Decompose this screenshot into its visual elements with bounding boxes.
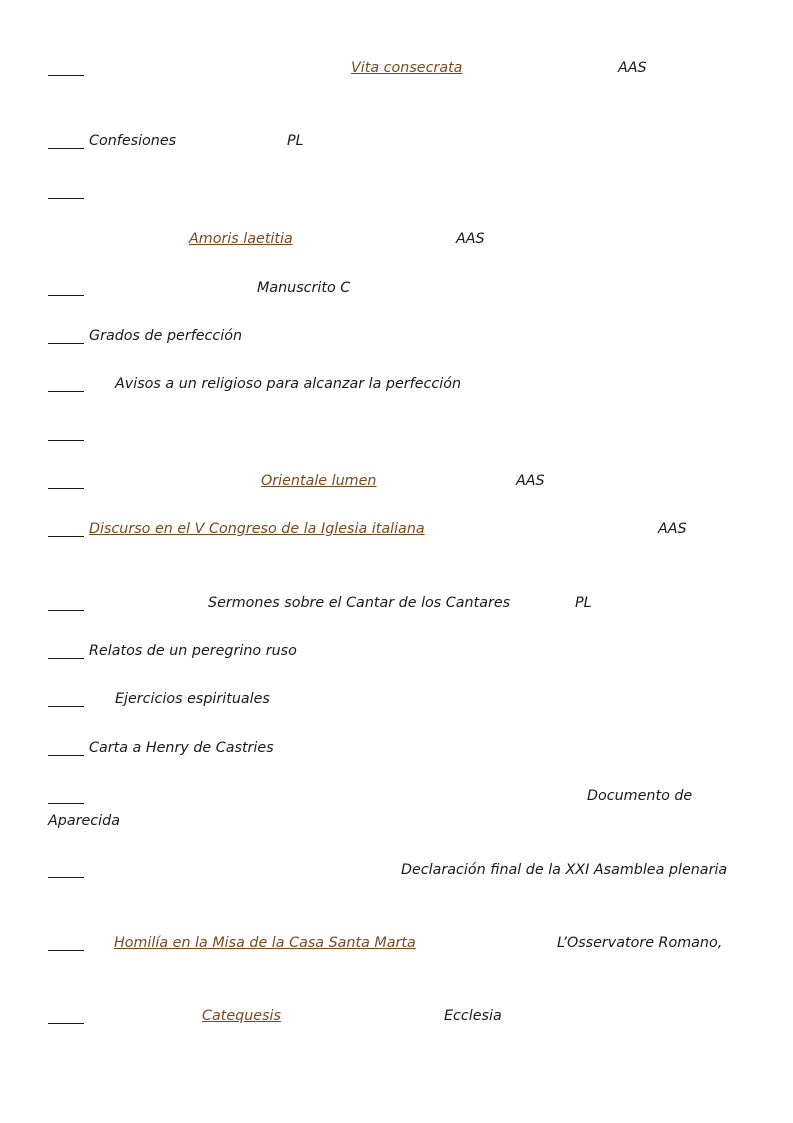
underline-blank	[48, 281, 84, 296]
entry-1	[0, 59, 793, 77]
title-link[interactable]: Vita consecrata	[351, 60, 463, 76]
entry-11	[0, 594, 793, 612]
source-abbrev: AAS	[456, 231, 485, 247]
underline-blank	[48, 789, 84, 804]
underline-blank	[48, 692, 84, 707]
entry-15-continuation	[0, 812, 793, 830]
title-text: Relatos de un peregrino ruso	[89, 643, 297, 659]
entry-7	[0, 375, 793, 393]
entry-16	[0, 861, 793, 879]
title-text: Avisos a un religioso para alcanzar la perfección	[115, 376, 462, 392]
title-text-line1: Documento de	[587, 788, 693, 804]
underline-blank	[48, 329, 84, 344]
entry-13	[0, 690, 793, 708]
entry-14	[0, 739, 793, 757]
underline-blank	[48, 184, 84, 199]
underline-blank	[48, 522, 84, 537]
source-abbrev: AAS	[658, 521, 687, 537]
underline-blank	[48, 741, 84, 756]
entry-8	[0, 424, 793, 442]
underline-blank	[48, 426, 84, 441]
underline-blank	[48, 61, 84, 76]
title-link[interactable]: Homilía en la Misa de la Casa Santa Marta	[114, 935, 416, 951]
underline-blank	[48, 596, 84, 611]
title-text: Confesiones	[89, 133, 177, 149]
entry-18	[0, 1007, 793, 1025]
title-link[interactable]: Orientale lumen	[261, 473, 377, 489]
title-text: Sermones sobre el Cantar de los Cantares	[208, 595, 511, 611]
entry-15	[0, 787, 793, 805]
title-text: Grados de perfección	[89, 328, 243, 344]
title-text: Ejercicios espirituales	[115, 691, 270, 707]
underline-blank	[48, 1009, 84, 1024]
entry-2	[0, 132, 793, 150]
source-abbrev: PL	[575, 595, 592, 611]
underline-blank	[48, 936, 84, 951]
underline-blank	[48, 863, 84, 878]
entry-12	[0, 642, 793, 660]
source-abbrev: Ecclesia	[444, 1008, 502, 1024]
entry-6	[0, 327, 793, 345]
title-text: Carta a Henry de Castries	[89, 740, 274, 756]
underline-blank	[48, 377, 84, 392]
title-text: Declaración final de la XXI Asamblea plenaria	[401, 862, 728, 878]
entry-10	[0, 520, 793, 538]
source-abbrev: AAS	[516, 473, 545, 489]
underline-blank	[48, 474, 84, 489]
title-link[interactable]: Catequesis	[202, 1008, 281, 1024]
entry-17	[0, 934, 793, 952]
underline-blank	[48, 644, 84, 659]
title-link[interactable]: Amoris laetitia	[189, 231, 293, 247]
title-text-line2: Aparecida	[48, 813, 120, 829]
underline-blank	[48, 134, 84, 149]
entry-5	[0, 279, 793, 297]
source-abbrev: PL	[287, 133, 304, 149]
entry-3	[0, 182, 793, 200]
source-abbrev: AAS	[618, 60, 647, 76]
title-text: Manuscrito C	[257, 280, 351, 296]
entry-9	[0, 472, 793, 490]
entry-4	[0, 230, 793, 248]
title-link[interactable]: Discurso en el V Congreso de la Iglesia italiana	[89, 521, 425, 537]
source-abbrev: L’Osservatore Romano,	[557, 935, 723, 951]
